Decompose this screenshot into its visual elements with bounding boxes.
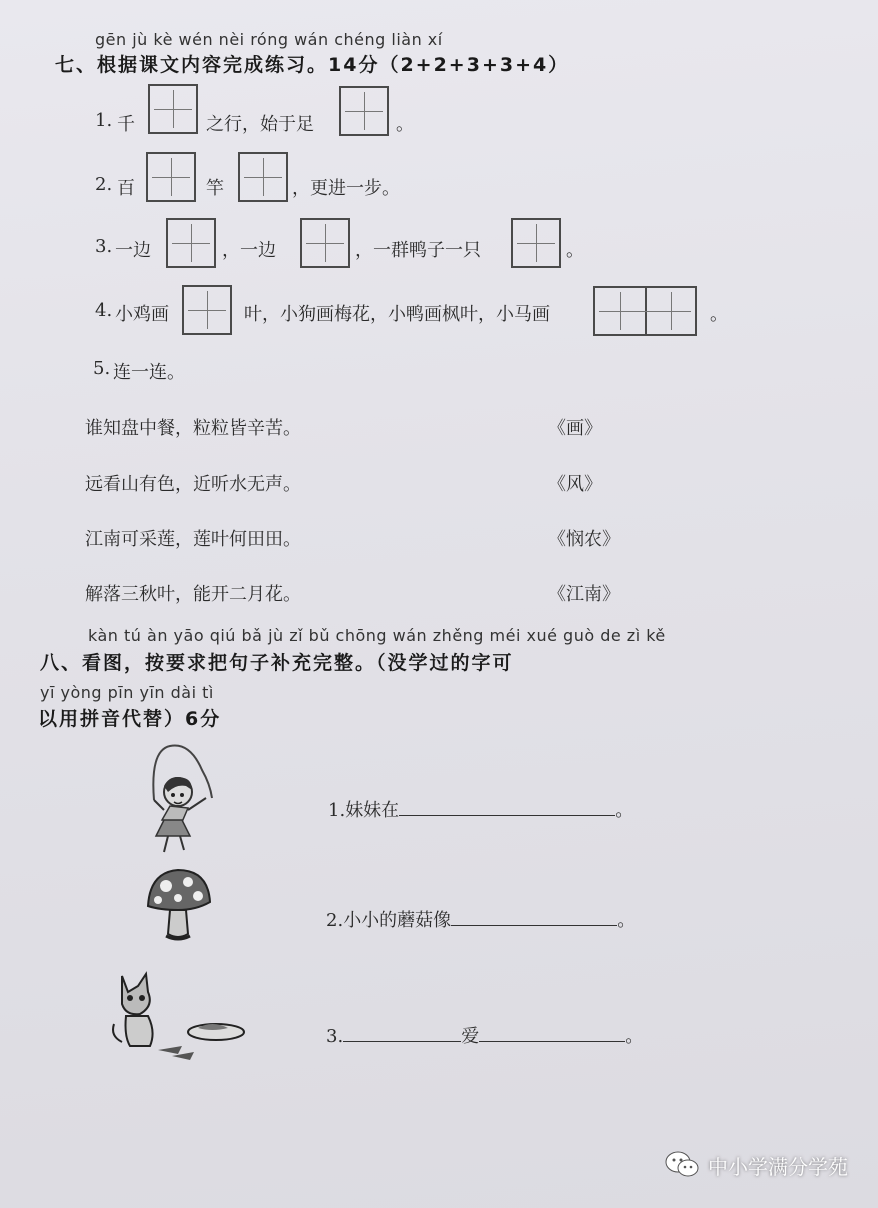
sentence-2-end: 。 — [617, 910, 636, 931]
match-right-item[interactable]: 《江南》 — [548, 584, 620, 605]
q4-end: 。 — [710, 304, 728, 325]
q2-text-c: ，更进一步。 — [292, 178, 400, 199]
match-left-item[interactable]: 远看山有色，近听水无声。 — [85, 474, 301, 495]
watermark-text: 中小学满分学苑 — [708, 1154, 848, 1179]
answer-blank[interactable] — [343, 1023, 461, 1042]
answer-grid-box[interactable] — [300, 218, 350, 268]
sentence-3 — [326, 1022, 643, 1048]
wechat-icon — [664, 1150, 700, 1180]
cat-fish-illustration — [108, 966, 248, 1062]
q5-label: 连一连。 — [113, 362, 185, 383]
q3-text-b: ，一边 — [222, 240, 276, 261]
section8-pinyin-2: yī yòng pīn yīn dài tì — [40, 683, 214, 702]
q1-end: 。 — [396, 114, 414, 135]
sentence-1-number: 1. — [328, 800, 346, 821]
q3-text-c: ，一群鸭子一只 — [355, 240, 481, 261]
match-right-item[interactable]: 《悯农》 — [548, 529, 620, 550]
q4-text-b: 叶，小狗画梅花，小鸭画枫叶，小马画 — [244, 304, 550, 325]
q1-number: 1. — [95, 110, 113, 131]
q2-number: 2. — [95, 174, 113, 195]
watermark — [664, 1150, 848, 1180]
match-right-item[interactable]: 《风》 — [548, 474, 602, 495]
answer-grid-box-double[interactable] — [593, 286, 697, 336]
match-left-item[interactable]: 江南可采莲，莲叶何田田。 — [85, 529, 301, 550]
sentence-1-end: 。 — [615, 800, 634, 821]
sentence-2-text: 小小的蘑菇像 — [343, 910, 452, 931]
section7-pinyin: gēn jù kè wén nèi róng wán chéng liàn xí — [95, 30, 443, 49]
q5-number: 5. — [93, 358, 111, 379]
sentence-3-number: 3. — [326, 1026, 344, 1047]
q2-text-b: 竿 — [206, 178, 224, 199]
answer-grid-box[interactable] — [166, 218, 216, 268]
sentence-2-number: 2. — [326, 910, 344, 931]
sentence-1 — [328, 796, 633, 822]
q4-number: 4. — [95, 300, 113, 321]
answer-grid-box[interactable] — [182, 285, 232, 335]
answer-blank[interactable] — [451, 907, 617, 926]
sentence-3-mid: 爱 — [461, 1026, 480, 1047]
q3-end: 。 — [566, 240, 584, 261]
mushroom-illustration — [144, 866, 214, 944]
answer-blank[interactable] — [479, 1023, 625, 1042]
q3-number: 3. — [95, 236, 113, 257]
q2-text-a: 百 — [117, 178, 135, 199]
match-left-item[interactable]: 解落三秋叶，能开二月花。 — [85, 584, 301, 605]
section8-pinyin-1: kàn tú àn yāo qiú bǎ jù zǐ bǔ chōng wán zhěng méi xué guò de zì kě — [88, 626, 666, 645]
section8-title-2: 以用拼音代替）6分 — [38, 708, 222, 730]
match-left-item[interactable]: 谁知盘中餐，粒粒皆辛苦。 — [85, 418, 301, 439]
answer-grid-box[interactable] — [146, 152, 196, 202]
match-right-item[interactable]: 《画》 — [548, 418, 602, 439]
section7-title: 七、根据课文内容完成练习。14分（2+2+3+3+4） — [55, 54, 570, 76]
sentence-2 — [326, 906, 635, 932]
answer-grid-box[interactable] — [511, 218, 561, 268]
answer-grid-box[interactable] — [339, 86, 389, 136]
section8-title-1: 八、看图，按要求把句子补充完整。（没学过的字可 — [40, 652, 514, 674]
answer-grid-box[interactable] — [238, 152, 288, 202]
answer-blank[interactable] — [399, 797, 615, 816]
q1-text-b: 之行，始于足 — [206, 114, 314, 135]
q1-text-a: 千 — [117, 114, 135, 135]
answer-grid-box[interactable] — [148, 84, 198, 134]
q3-text-a: 一边 — [115, 240, 151, 261]
girl-jump-rope-illustration — [140, 740, 230, 858]
q4-text-a: 小鸡画 — [115, 304, 169, 325]
sentence-1-text: 妹妹在 — [345, 800, 400, 821]
sentence-3-end: 。 — [625, 1026, 644, 1047]
